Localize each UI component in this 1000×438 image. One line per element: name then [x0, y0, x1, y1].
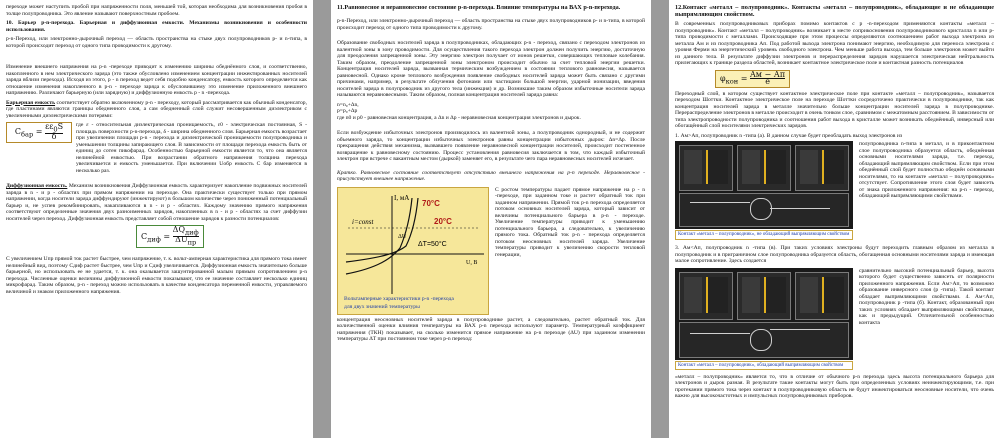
figure-2	[675, 268, 853, 372]
curve-20c	[346, 198, 418, 262]
page-2	[331, 0, 651, 438]
page-3	[669, 0, 1000, 438]
section-10-title: 10. Барьер p-n-перехода. Барьерная и диффузионная емкости. Механизмы возникновения и особенности использования.	[6, 20, 307, 33]
fig2-panel-a	[679, 272, 733, 320]
metal-semiconductor-paragraph: В современных полупроводниковых приборах помимо контактов с p -n-переходом применяются контакты «металл – полупроводник». Контакт «металл – полупроводник» возникает в месте соприкосновения полупроводникового кристалла n или p-типа проводимости с металлами. Происходящие при этом процессы определяются соотношением работ выхода электрона из металла Ам и из полупроводника Ап. Под работой выхода электрона понимают энергию, необходимую для переноса электрона с уровня Ферми на энергетический уровень свободного электрона. Чем меньше работа выхода, тем больше электронов может выйти из данного тела. В результате диффузии электронов и перераспределения зарядов нарушается электрическая нейтральность прилегающих к границе раздела областей, возникает контактное электрическое поле и контактная разность потенциалов	[675, 21, 994, 66]
final-paragraph: С увеличением Uпр прямой ток растет быстрее, чем напряжение, т. к. вольт-амперная характеристика для прямого тока имеет нелинейный вид, поэтому Cдиф растет быстрее, чем Uпр и Cдиф увеличивается. Диффузионная емкость значительно больше барьерной, но использовать ее не удается, т. к. она оказывается зашунтированной малым прямым сопротивлением p-n перехода. Численные оценки величины диффузионной емкости показывают, что ее значение составляет несколько единиц микрофарад. Таким образом, p-n - переход можно использовать в качестве конденсатора переменной емкости, управляемого величиной и знаком приложенного напряжения.	[6, 256, 307, 295]
fig1-panel-c	[795, 145, 849, 191]
figure-2-image	[675, 268, 853, 360]
item-3-text: 3. Ам<Ап, полупроводник n -типа (в). При таких условиях электроны будут переходить главным образом из металла в полупроводник и в приграничном слое полупроводника образуется область, обогащенная основными носителями заряда и имеющая малое сопротивление. Здесь создается	[675, 245, 994, 264]
fig2-band-diagram	[679, 322, 849, 358]
chart-caption-line2: для двух значений температуры	[344, 303, 420, 310]
iv-temperature-chart	[337, 187, 489, 315]
schottky-paragraph: Переходный слой, в котором существует контактное электрическое поле при контакте «металл – полупроводник», называется переходом Шоттки. Контактное электрическое поле на переходе Шоттки сосредоточено практически в полупроводнике, так как концентрация носителей заряда в металле значительно больше концентрации носителей заряда в полупроводнике. Перераспределение электронов в металле происходит в очень тонком слое, сравнимом с межатомным расстоянием. В зависимости от типа электропроводности полупроводника и соотношения работ выхода в кристалле может возникать обеднённый, инверсный или обогащённый слой носителями электрических зарядов.	[675, 90, 994, 129]
equilibrium-paragraph: Образование свободных носителей заряда в полупроводниках, обладающих p-n - переход, связано с переходом электронов из валентной зоны в зону проводимости. Для осуществления такого перехода электрон должен получить энергию, достаточную для преодоления запрещенной зоны. Эту энергию электрон получает от ионов решетки, совершающих тепловые колебания. Таким образом, преодоление запрещенной зоны электроном происходит обычно за счет тепловой энергии решетки. Концентрация носителей заряда, вызванная термическим возбуждением в состоянии теплового равновесия, называется равновесной. Однако кроме теплового возбуждения появление свободных носителей заряда может быть связано с другими причинами, например, в результате облучения фотонами или частицами большой энергии, ударной ионизации, введения носителей заряда в полупроводник из другого тела (инжекция) и др. Возникшие таким образом избыточные носители заряда называются неравновесными. Таким образом, полная концентрация носителей заряда равна:	[337, 40, 645, 98]
figure-1	[675, 141, 853, 241]
item-1-lead: 1. Ам>Ап, полупроводник n -типа (а). В данном случае будет преобладать выход электронов из	[675, 132, 903, 139]
chart-caption-line1: Вольтамперные характеристики p-n -перехода	[344, 295, 454, 302]
barrier-capacitance-formula: $C_{бар}$ = $\frac{\varepsilon\varepsilon_0S}{\delta}$	[6, 122, 72, 143]
iv-chart-svg	[338, 188, 488, 314]
equation-description: где n0 и p0 - равновесная концентрация, а Δn и Δp - неравновесная концентрация электронов и дырок.	[337, 114, 581, 121]
const-current-label: i=const	[352, 217, 374, 226]
pn-definition: p-n-Переход, или электронно-дырочный переход — область пространства на стыке двух полупроводников p- и n-типа, в которой происходит переход от одного типа проводимости к другому.	[6, 36, 307, 49]
label-delta-t: ΔT=50°C	[418, 240, 447, 248]
page-1	[0, 0, 313, 438]
diffusion-capacitance-formula: $C_{диф}$ = $\Delta Q_{диф}$ $\Delta U_{пр}$	[136, 225, 204, 248]
fig1-band-diagram	[679, 193, 849, 227]
diffusion-capacitance-paragraph: Диффузионная емкость. Механизм возникновения Диффузионная емкость характеризует накопление подвижных носителей заряда в n - и p - областях при прямом напряжении на переходе. Она практически существует только при прямом напряжении, когда носители заряда диффундируют (инжектируют) в большом количестве через пониженный потенциальный барьер и, не успев рекомбинировать, накапливаются в n - и p - областях. Каждому значению прямого напряжения соответствуют определенные значения двух разноименных зарядов, накопленных в n - и p - областях за счет диффузии носителей через переход. Диффузионная емкость представляет собой отношение зарядов к разности потенциалов:	[6, 183, 308, 222]
label-20c: 20°C	[434, 216, 452, 226]
contact-feature-paragraph: «металл – полупроводник» является то, что в отличие от обычного p-n перехода здесь высота потенциального барьера для электронов и дырок разная. В результате такие контакты могут быть при определенных условиях неинжектирующими, т.е. при протекании прямого тока через контакт в полупроводниковую область не будут инжектироваться неосновные носители, что очень важно для высокочастотных и импульсных полупроводниковых приборов.	[675, 373, 994, 399]
fig2-panel-b	[737, 272, 791, 320]
diffusion-capacitance-title: Диффузионная емкость.	[6, 183, 68, 189]
label-delta-u: ΔU	[398, 233, 407, 240]
item-1-side-text: полупроводника n-типа в металл, и в приконтактном слое полупроводника образуется область, обеднённая основными носителями заряда, т.е. переход, обладающий выпрямляющим свойством. Если при этом обеднённый слой будет полностью обеднён основными носителями, то на контакте «металл – полупроводник» отсутствует. Сопротивление этого слоя будет зависеть от знака приложенного напряжения: на p-n - переход, обладающий выпрямляющими свойствами.	[859, 141, 994, 199]
y-axis-label: I, мА	[394, 193, 410, 202]
figure-1-image	[675, 141, 853, 229]
section-11-title: 11.Равновесное и неравновесное состояние p-n-перехода. Влияние температуры на ВАХ p-n-перехода.	[337, 4, 621, 11]
barrier-capacitance-paragraph: Барьерная емкость соответствует обратно включенному p-n - переходу, который рассматривается как обычный конденсатор, где пластинами являются границы обедненного слоя, а сам обедненный слой служит несовершенным диэлектриком с увеличенными диэлектрическими потерями:	[6, 99, 308, 119]
contact-potential-formula: $\varphi_{кон}$ = Aм − Ап e	[715, 70, 790, 88]
relaxation-paragraph: Если возбуждение избыточных электронов производилось из валентной зоны, а полупроводник однородный, и не содержит объемного заряда, то концентрации избыточных электронов равны концентрации избыточных дырок: Δn=Δp. После прекращения действия механизма, вызвавшего появление неравновесной концентрации носителей, происходит постепенное возвращение к равновесному состоянию. Процесс установления равновесия заключается в том, что каждый избыточный электрон при встрече с вакантным местом (дыркой) заменяет его, в результате чего пара неравновесных носителей исчезает.	[337, 130, 645, 162]
short-note: Кратко. Равновесное состояние соответствует отсутствию внешнего напряжения на p-n переходе. Неравновесное - присутствует внешнее напряжение.	[337, 169, 645, 182]
formula-1-description: где ε - относительная диэлектрическая проницаемость, ε0 - электрическая постоянная, S - площадь поверхности p-n-перехода, δ - ширина обедненного слоя. Барьерная емкость возрастает при увеличении площади p-n - перехода и диэлектрической проницаемости полупроводника и уменьшении толщины запирающего слоя. В зависимости от площади перехода емкость быть от единиц до сотен пикофарад. Особенностью барьерной емкости является то, что она является нелинейной емкостью. При возрастании обратного напряжения толщина перехода увеличивается и емкость уменьшается. При включении Uобр емкость С бар изменяется в несколько раз.	[76, 122, 307, 174]
equation-n: n=n₀+Δn,	[337, 101, 359, 108]
equation-p: p=p₀+Δp	[337, 108, 358, 114]
x-axis-label: U, В	[466, 259, 478, 266]
temperature-coefficient-paragraph: концентрация неосновных носителей заряда в полупроводнике растет, а следовательно, растет обратный ток. Для количественной оценки влияния температуры на ВАХ p-n перехода используют параметр. Температурный коэффициент напряжения (ТКН) показывает, на сколько изменится прямое напряжение на p-n переходе (ΔU) при заданном изменении температуры ΔT при постоянном токе через p-n переход:	[337, 316, 645, 342]
figure-2-caption: Контакт «металл – полупроводник», обладающий выпрямляющим свойством	[675, 361, 853, 371]
fig1-panel-a	[679, 145, 733, 191]
fig2-panel-c	[795, 272, 849, 320]
item-3-side-text: сравнительно высокий потенциальный барьер, высота которого будет существенно зависеть от полярности приложенного напряжения. Если Ам>Ап, то возможно образование инверсного слоя (p -типа). Такой контакт обладает выпрямляющими свойствами. 4. Ам<Ап, полупроводник p -типа (б). Контакт, образованный при таких условиях обладает выпрямляющими свойствами, как и предыдущий. Отличительной особенностью контакта	[859, 267, 994, 326]
barrier-paragraph: Изменение внешнего напряжения на p-n -переходе приводит к изменению ширины обеднённого слоя, и соответственно, накопленного в нем электрического заряда (это также обусловлено изменением концентрации инжектированных носителей заряда вблизи перехода). Исходя из этого, p - n переход ведет себя подобно конденсатору, емкость которого определяется как отношение изменения накопленного в p-n - переходе заряда к обусловившему это изменение приложенного внешнего напряжению. Различают барьерную (или зарядную) и диффузионную емкость p - n -перехода.	[6, 64, 307, 96]
pn-definition-2: p-n-Переход, или электронно-дырочный переход — область пространства на стыке двух полупроводников p- и n-типа, в которой происходит переход от одного типа проводимости к другому.	[337, 18, 645, 31]
fig1-panel-b	[737, 145, 791, 191]
section-12-title: 12.Контакт «металл – полупроводник». Контакты «металл – полупроводник», обладающие и не обладающие выпрямляющим свойством.	[675, 4, 994, 18]
intro-text: переходе может наступить пробой при напряженности поля, меньшей той, которая необходима для возникновения пробоя в толще полупроводника. Это явление называют поверхностным пробоем.	[6, 4, 307, 17]
barrier-capacitance-title: Барьерная емкость	[6, 99, 56, 106]
temperature-effect-paragraph: С ростом температуры падает прямое напряжение на p - n -переходе, при заданном токе и растет обратный ток при заданном напряжении. Прямой ток p-n перехода определяется потоком основных носителей заряда, который зависит от величины потенциального барьера в p-n - переходе. Увеличение температуры приводит к уменьшению потенциального барьера, а следовательно, к увеличению прямого тока. Обратный ток p-n - перехода определяется потоком неосновных носителей заряда. Увеличение температуры приводит к увеличению скорости тепловой генерации,	[495, 186, 645, 258]
label-70c: 70°C	[422, 198, 440, 208]
figure-1-caption: Контакт «металл – полупроводник», не обладающий выпрямляющим свойством	[675, 230, 853, 240]
